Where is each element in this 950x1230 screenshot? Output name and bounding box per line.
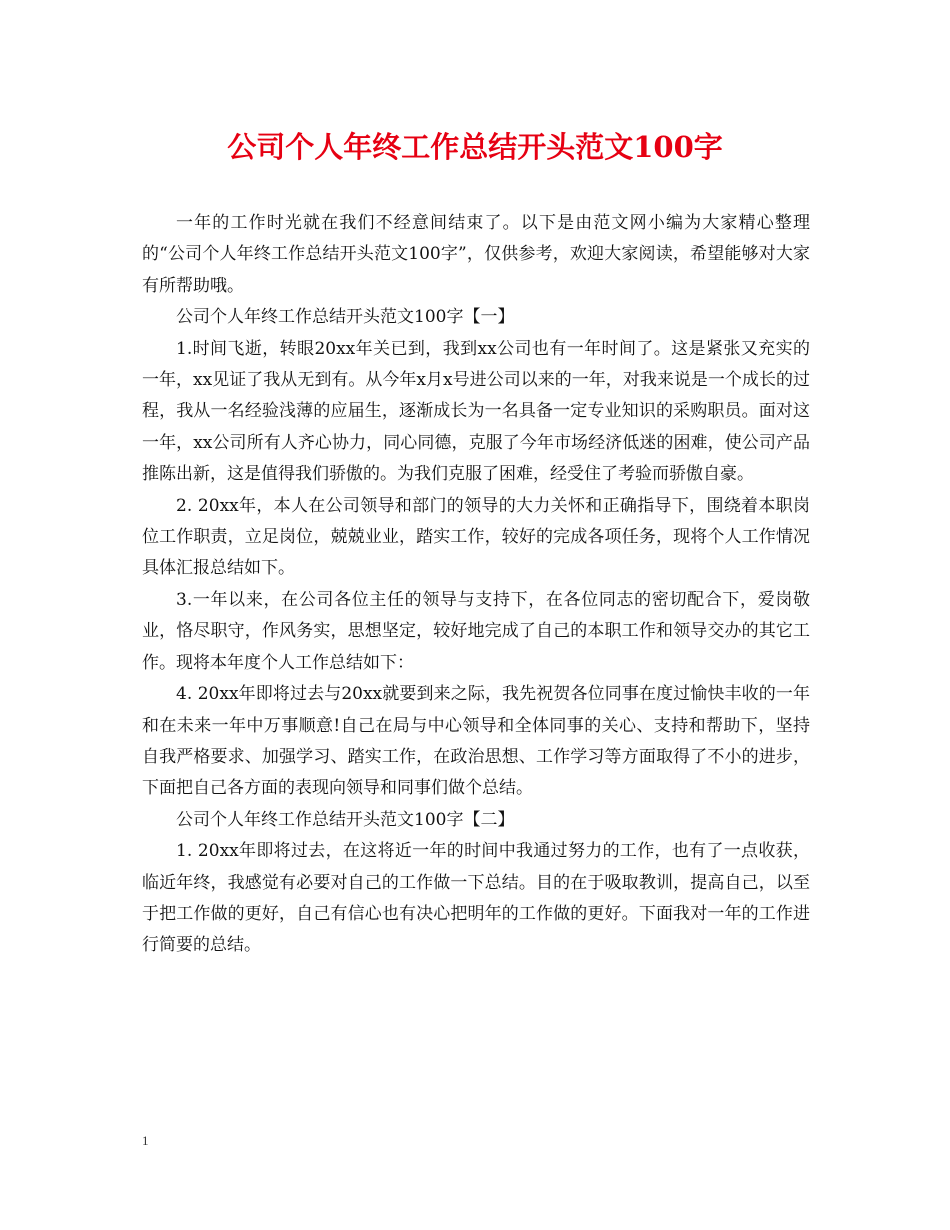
document-title: 公司个人年终工作总结开头范文100字 bbox=[227, 130, 723, 164]
section-heading-one: 公司个人年终工作总结开头范文100字【一】 bbox=[176, 307, 515, 328]
body-paragraph: 1.时间飞逝，转眼20xx年关已到，我到xx公司也有一年时间了。这是紧张又充实的一年，xx见证了我从无到有。从今年x月x号进公司以来的一年，对我来说是一个成长的过程，我从一名经验浅薄的应届生，逐渐成长为一名具备一定专业知识的采购职员。面对这一年，xx公司所有人齐心协力，同心同德，克服了今年市场经济低迷的困难，使公司产品推陈出新，这是值得我们骄傲的。为我们克服了困难，经受住了考验而骄傲自豪。 bbox=[142, 338, 810, 485]
body-paragraph: 2. 20xx年，本人在公司领导和部门的领导的大力关怀和正确指导下，围绕着本职岗位工作职责，立足岗位，兢兢业业，踏实工作，较好的完成各项任务，现将个人工作情况具体汇报总结如下。 bbox=[142, 495, 810, 579]
body-paragraph: 3.一年以来，在公司各位主任的领导与支持下，在各位同志的密切配合下，爱岗敬业，恪尽职守，作风务实，思想坚定，较好地完成了自己的本职工作和领导交办的其它工作。现将本年度个人工作总结如下： bbox=[142, 589, 810, 673]
intro-paragraph: 一年的工作时光就在我们不经意间结束了。以下是由范文网小编为大家精心整理的“公司个人年终工作总结开头范文100字”，仅供参考，欢迎大家阅读，希望能够对大家有所帮助哦。 bbox=[142, 213, 810, 296]
body-paragraph: 4. 20xx年即将过去与20xx就要到来之际，我先祝贺各位同事在度过愉快丰收的一年和在未来一年中万事顺意!自己在局与中心领导和全体同事的关心、支持和帮助下，坚持自我严格要求、加强学习、踏实工作，在政治思想、工作学习等方面取得了不小的进步，下面把自己各方面的表现向领导和同事们做个总结。 bbox=[142, 684, 810, 799]
document-body bbox=[142, 208, 810, 962]
page-number: 1 bbox=[142, 1133, 149, 1148]
body-paragraph: 1. 20xx年即将过去，在这将近一年的时间中我通过努力的工作，也有了一点收获，临近年终，我感觉有必要对自己的工作做一下总结。目的在于吸取教训，提高自己，以至于把工作做的更好，自己有信心也有决心把明年的工作做的更好。下面我对一年的工作进行简要的总结。 bbox=[142, 841, 810, 956]
section-heading-two: 公司个人年终工作总结开头范文100字【二】 bbox=[176, 809, 515, 830]
